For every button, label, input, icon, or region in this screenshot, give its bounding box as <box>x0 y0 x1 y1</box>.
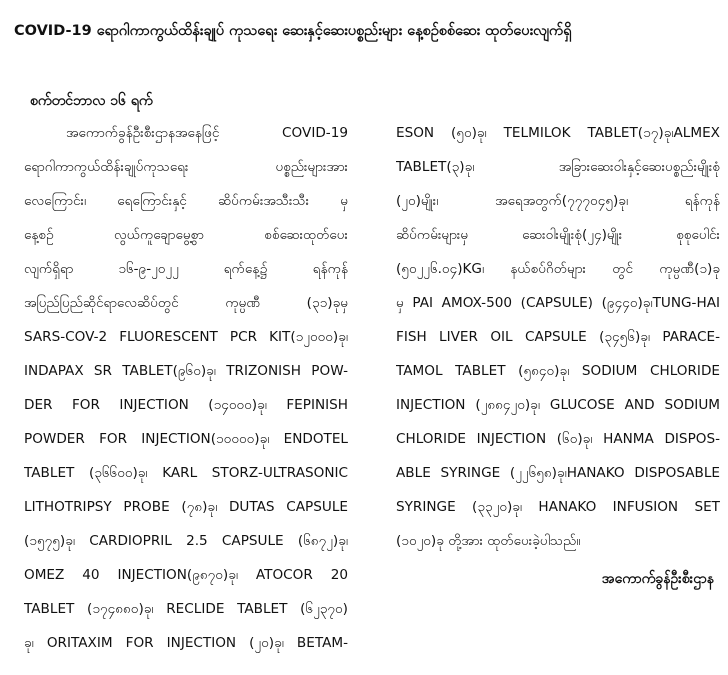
article-column-right <box>396 116 720 558</box>
paragraph-line: OMEZ 40 INJECTION(၉၈၇၀)ခု၊ ATOCOR 20 <box>24 567 348 583</box>
paragraph-line: ABLE SYRINGE (၂၂၆၅၈)ခု၊HANAKO DISPOSABLE <box>396 465 720 481</box>
paragraph-line: POWDER FOR INJECTION(၁၀၀၀၀)ခု၊ ENDOTEL <box>24 431 348 447</box>
paragraph-line: အပြည်ပြည်ဆိုင်ရာလေဆိပ်တွင် ကုမ္ပဏီ (၃၁)ခုမှ <box>24 295 348 311</box>
paragraph-line: အကောက်ခွန်ဦးစီးဌာနအနေဖြင့် COVID-19 <box>66 125 348 141</box>
paragraph-line: SYRINGE (၃၃၂၀)ခု၊ HANAKO INFUSION SET <box>396 499 720 515</box>
article-signature: အကောက်ခွန်ဦးစီးဌာန <box>601 571 714 587</box>
paragraph-line: SARS-COV-2 FLUORESCENT PCR KIT(၁၂၀၀၀)ခု၊ <box>24 329 348 345</box>
paragraph-line: ရောဂါကာကွယ်ထိန်းချုပ်ကုသရေး ပစ္စည်းများအား <box>24 159 348 175</box>
paragraph-line: TAMOL TABLET (၅၈၄၀)ခု၊ SODIUM CHLORIDE <box>396 363 720 379</box>
paragraph-line: လေကြောင်း၊ ရေကြောင်းနှင့် ဆိပ်ကမ်းအသီးသီး မှ <box>24 193 348 209</box>
paragraph-line: (၂၀)မျိုး၊ အရေအတွက်(၇၇၇၀၄၅)ခု၊ ရန်ကုန် <box>396 193 720 209</box>
paragraph-line: INJECTION (၂၈၈၄၂၀)ခု၊ GLUCOSE AND SODIUM <box>396 397 720 413</box>
paragraph-line: (၅၀၂၂၆.၀၄)KG၊ နယ်စပ်ဂိတ်များ တွင် ကုမ္ပဏီ(၁)ခု <box>396 261 720 277</box>
paragraph-line: ESON (၅၀)ခု၊ TELMILOK TABLET(၁၇)ခု၊ALMEX <box>396 125 720 141</box>
paragraph-line: (၁၀၂၀)ခု တို့အား ထုတ်ပေးခဲ့ပါသည်။ <box>396 533 581 549</box>
paragraph-line: CHLORIDE INJECTION (၆၀)ခု၊ HANMA DISPOS- <box>396 431 720 447</box>
paragraph-line: DER FOR INJECTION (၁၄၀၀၀)ခု၊ FEPINISH <box>24 397 348 413</box>
paragraph-line: LITHOTRIPSY PROBE (၇၈)ခု၊ DUTAS CAPSULE <box>24 499 348 515</box>
article-dateline: စက်တင်ဘာလ ၁၆ ရက် <box>30 93 153 109</box>
paragraph-line: TABLET(၃)ခု၊ အခြားဆေးဝါးနှင့်ဆေးပစ္စည်းမျိုးစုံ <box>396 159 720 175</box>
paragraph-line: (၁၅၇၅)ခု၊ CARDIOPRIL 2.5 CAPSULE (၆၈၇၂)ခု၊ <box>24 533 348 549</box>
paragraph-line: FISH LIVER OIL CAPSULE (၃၄၅၆)ခု၊ PARACE- <box>396 329 720 345</box>
article-headline: COVID-19 ရောဂါကာကွယ်ထိန်းချုပ် ကုသရေး ဆေးနှင့်ဆေးပစ္စည်းများ နေ့စဉ်စစ်ဆေး ထုတ်ပေးလျက်ရှိ <box>14 23 572 39</box>
paragraph-line: နေ့စဉ် လွယ်ကူချောမွေ့စွာ စစ်ဆေးထုတ်ပေး <box>24 227 348 243</box>
paragraph-line: မှ PAI AMOX-500 (CAPSULE) (၉၄၄၀)ခု၊TUNG-HAI <box>396 295 720 311</box>
paragraph-line: INDAPAX SR TABLET(၉၆၀)ခု၊ TRIZONISH POW- <box>24 363 348 379</box>
paragraph-line: လျက်ရှိရာ ၁၆-၉-၂၀၂၂ ရက်နေ့၌ ရန်ကုန် <box>24 261 348 277</box>
article-column-left <box>24 116 348 660</box>
paragraph-line: ခု၊ ORITAXIM FOR INJECTION (၂၀)ခု၊ BETAM- <box>24 635 348 651</box>
paragraph-line: TABLET (၃၆၆၀၀)ခု၊ KARL STORZ-ULTRASONIC <box>24 465 348 481</box>
paragraph-line: TABLET (၁၇၄၈၈၀)ခု၊ RECLIDE TABLET (၆၂၃၇၀) <box>24 601 348 617</box>
paragraph-line: ဆိပ်ကမ်းများမှ ဆေးဝါးမျိုးစုံ(၂၄)မျိုး စုစုပေါင်း <box>396 227 720 243</box>
